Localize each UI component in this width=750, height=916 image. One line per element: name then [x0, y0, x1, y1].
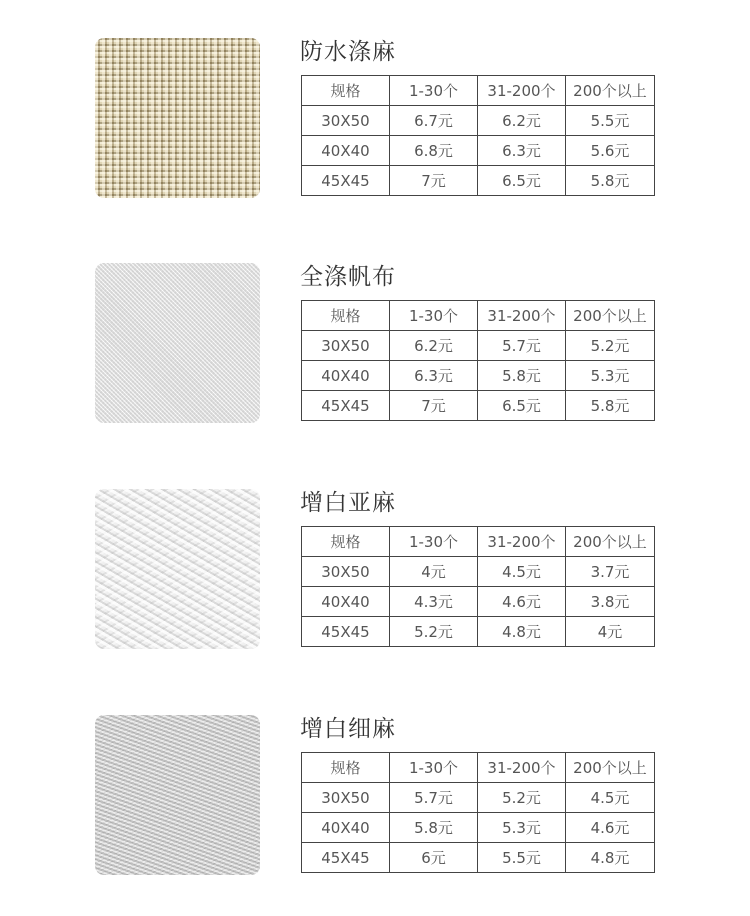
table-header-row	[302, 301, 655, 331]
table-header-row	[302, 76, 655, 106]
table-cell: 30X50	[302, 106, 390, 136]
table-row	[302, 166, 655, 196]
table-row	[302, 331, 655, 361]
table-cell: 4.6元	[566, 813, 655, 843]
header-cell-tier-3: 200个以上	[566, 753, 655, 783]
price-table	[301, 752, 655, 873]
table-cell: 6.8元	[390, 136, 478, 166]
header-cell-tier-2: 31-200个	[478, 527, 566, 557]
table-header-row	[302, 527, 655, 557]
table-cell: 4.3元	[390, 587, 478, 617]
header-cell-tier-1: 1-30个	[390, 527, 478, 557]
table-cell: 4元	[390, 557, 478, 587]
table-cell: 5.8元	[566, 391, 655, 421]
table-cell: 45X45	[302, 843, 390, 873]
table-cell: 6元	[390, 843, 478, 873]
table-cell: 6.2元	[478, 106, 566, 136]
fabric-swatch-image	[95, 38, 260, 198]
table-cell: 6.5元	[478, 391, 566, 421]
table-cell: 45X45	[302, 166, 390, 196]
table-cell: 5.7元	[478, 331, 566, 361]
table-cell: 5.2元	[566, 331, 655, 361]
table-row	[302, 557, 655, 587]
table-row	[302, 361, 655, 391]
table-cell: 4.8元	[566, 843, 655, 873]
product-section-whitened-flax	[0, 485, 750, 655]
header-cell-tier-1: 1-30个	[390, 753, 478, 783]
fabric-swatch-image	[95, 715, 260, 875]
table-cell: 5.2元	[390, 617, 478, 647]
header-cell-tier-2: 31-200个	[478, 76, 566, 106]
price-table	[301, 75, 655, 196]
table-cell: 5.8元	[390, 813, 478, 843]
product-section-waterproof-linen	[0, 34, 750, 204]
table-cell: 30X50	[302, 557, 390, 587]
table-header-row	[302, 753, 655, 783]
table-row	[302, 843, 655, 873]
table-row	[302, 617, 655, 647]
table-cell: 6.5元	[478, 166, 566, 196]
table-cell: 45X45	[302, 391, 390, 421]
table-cell: 3.7元	[566, 557, 655, 587]
table-cell: 3.8元	[566, 587, 655, 617]
price-table	[301, 300, 655, 421]
table-row	[302, 783, 655, 813]
table-cell: 4.5元	[478, 557, 566, 587]
table-cell: 7元	[390, 166, 478, 196]
header-cell-tier-3: 200个以上	[566, 76, 655, 106]
table-cell: 4元	[566, 617, 655, 647]
header-cell-size: 规格	[302, 301, 390, 331]
table-cell: 40X40	[302, 587, 390, 617]
table-row	[302, 587, 655, 617]
table-cell: 4.8元	[478, 617, 566, 647]
table-row	[302, 391, 655, 421]
table-cell: 6.7元	[390, 106, 478, 136]
table-cell: 40X40	[302, 136, 390, 166]
table-cell: 5.8元	[566, 166, 655, 196]
table-cell: 5.5元	[478, 843, 566, 873]
product-section-whitened-fine-linen	[0, 711, 750, 881]
fabric-swatch-image	[95, 263, 260, 423]
product-title: 全涤帆布	[300, 264, 396, 290]
product-section-polyester-canvas	[0, 259, 750, 429]
table-row	[302, 106, 655, 136]
header-cell-size: 规格	[302, 753, 390, 783]
header-cell-size: 规格	[302, 76, 390, 106]
header-cell-size: 规格	[302, 527, 390, 557]
table-cell: 6.3元	[478, 136, 566, 166]
table-cell: 5.3元	[566, 361, 655, 391]
fabric-swatch-image	[95, 489, 260, 649]
table-cell: 7元	[390, 391, 478, 421]
header-cell-tier-3: 200个以上	[566, 301, 655, 331]
table-cell: 5.7元	[390, 783, 478, 813]
table-cell: 5.5元	[566, 106, 655, 136]
table-cell: 30X50	[302, 331, 390, 361]
table-cell: 5.6元	[566, 136, 655, 166]
table-cell: 5.8元	[478, 361, 566, 391]
product-title: 增白亚麻	[300, 490, 396, 516]
table-cell: 5.2元	[478, 783, 566, 813]
header-cell-tier-1: 1-30个	[390, 301, 478, 331]
table-cell: 45X45	[302, 617, 390, 647]
header-cell-tier-2: 31-200个	[478, 753, 566, 783]
table-cell: 4.6元	[478, 587, 566, 617]
table-cell: 5.3元	[478, 813, 566, 843]
table-cell: 40X40	[302, 813, 390, 843]
table-cell: 6.3元	[390, 361, 478, 391]
table-row	[302, 813, 655, 843]
table-cell: 6.2元	[390, 331, 478, 361]
header-cell-tier-3: 200个以上	[566, 527, 655, 557]
product-title: 增白细麻	[300, 716, 396, 742]
table-cell: 4.5元	[566, 783, 655, 813]
table-cell: 40X40	[302, 361, 390, 391]
product-title: 防水涤麻	[300, 39, 396, 65]
price-table	[301, 526, 655, 647]
header-cell-tier-1: 1-30个	[390, 76, 478, 106]
table-cell: 30X50	[302, 783, 390, 813]
table-row	[302, 136, 655, 166]
header-cell-tier-2: 31-200个	[478, 301, 566, 331]
